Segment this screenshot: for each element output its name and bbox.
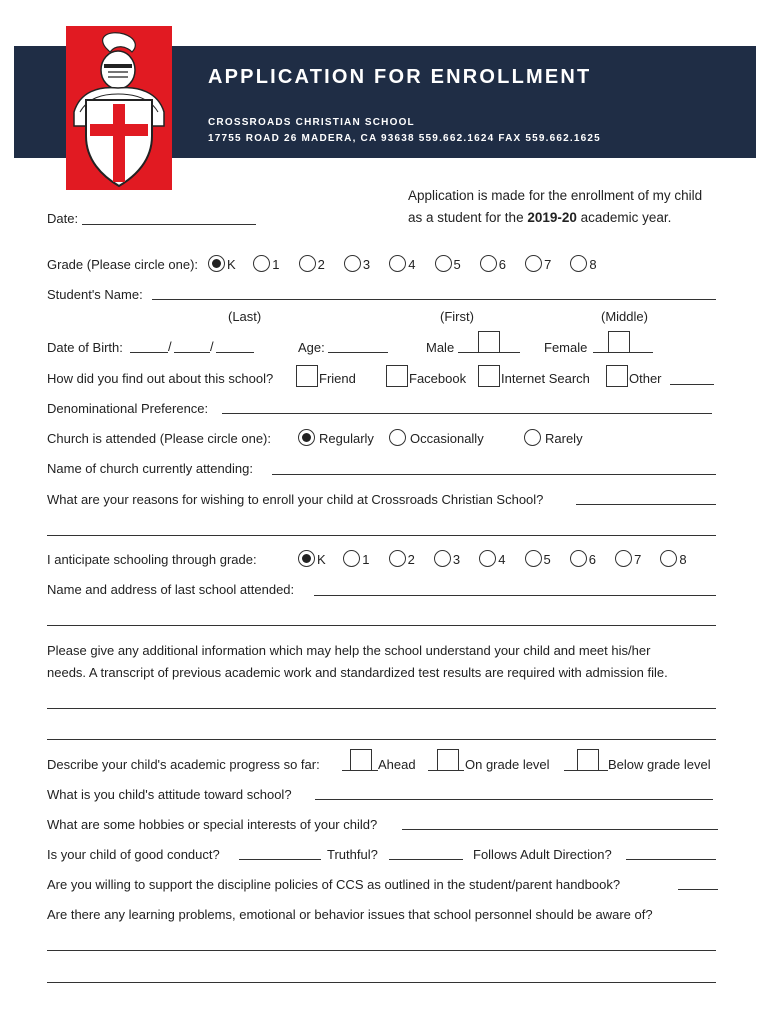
problems-field-1[interactable] [47, 950, 716, 951]
grade-radio-1[interactable] [253, 255, 270, 272]
dob-year-field[interactable] [216, 352, 254, 353]
date-field[interactable] [82, 224, 256, 225]
denomination-label: Denominational Preference: [47, 401, 209, 416]
dob-label: Date of Birth: [47, 340, 123, 355]
attitude-label: What is you child's attitude toward school? [47, 787, 292, 802]
progress-on-grade-label: On grade level [465, 757, 550, 772]
dob-day-field[interactable] [174, 352, 210, 353]
source-friend-checkbox[interactable] [296, 365, 318, 387]
source-other-field[interactable] [670, 384, 714, 385]
church-rarely-radio[interactable] [524, 429, 541, 446]
grade-radio-4[interactable] [389, 255, 406, 272]
additional-info-line2: needs. A transcript of previous academic work and standardized test results are required with admission file. [47, 665, 668, 680]
anticipate-label: I anticipate schooling through grade: [47, 552, 257, 567]
grade-radio-k[interactable] [208, 255, 225, 272]
student-name-field[interactable] [152, 299, 716, 300]
reasons-field-line2[interactable] [47, 535, 716, 536]
enrollment-statement-line2 [408, 210, 671, 225]
progress-below-label: Below grade level [608, 757, 711, 772]
reasons-label: What are your reasons for wishing to enroll your child at Crossroads Christian School? [47, 492, 544, 507]
progress-ahead-label: Ahead [378, 757, 416, 772]
anticipate-grade-radio-5[interactable] [525, 550, 542, 567]
attitude-field[interactable] [315, 799, 713, 800]
grade-radio-5[interactable] [435, 255, 452, 272]
church-name-label: Name of church currently attending: [47, 461, 253, 476]
academic-year: 2019-20 [527, 210, 577, 225]
anticipate-grade-option-label-7: 7 [634, 552, 642, 567]
knight-shield-icon [66, 26, 172, 190]
last-name-caption: (Last) [228, 309, 262, 324]
source-internet-label: Internet Search [501, 371, 590, 386]
discipline-label: Are you willing to support the discipline policies of CCS as outlined in the student/parent handbook? [47, 877, 621, 892]
grade-option-label-8: 8 [589, 257, 597, 272]
source-facebook-label: Facebook [409, 371, 467, 386]
source-facebook-checkbox[interactable] [386, 365, 408, 387]
anticipate-grade-option-label-k: K [317, 552, 326, 567]
anticipate-grade-radio-1[interactable] [343, 550, 360, 567]
church-occasionally-label: Occasionally [410, 431, 484, 446]
source-other-checkbox[interactable] [606, 365, 628, 387]
problems-label: Are there any learning problems, emotional or behavior issues that school personnel should be aware of? [47, 907, 653, 922]
grade-option-label-7: 7 [544, 257, 552, 272]
dob-month-field[interactable] [130, 352, 168, 353]
anticipate-grade-option-label-4: 4 [498, 552, 506, 567]
male-checkbox[interactable] [478, 331, 500, 353]
grade-label: Grade (Please circle one): [47, 257, 199, 272]
anticipate-grade-option-label-1: 1 [362, 552, 370, 567]
progress-on-grade-checkbox[interactable] [437, 749, 459, 771]
enrollment-statement-line1: Application is made for the enrollment of my child [408, 188, 703, 203]
source-question: How did you find out about this school? [47, 371, 274, 386]
denomination-field[interactable] [222, 413, 712, 414]
church-attendance-label: Church is attended (Please circle one): [47, 431, 272, 446]
hobbies-label: What are some hobbies or special interests of your child? [47, 817, 378, 832]
follows-direction-label: Follows Adult Direction? [473, 847, 612, 862]
progress-label: Describe your child's academic progress so far: [47, 757, 320, 772]
anticipate-grade-radio-2[interactable] [389, 550, 406, 567]
source-internet-checkbox[interactable] [478, 365, 500, 387]
church-occasionally-radio[interactable] [389, 429, 406, 446]
truthful-label: Truthful? [327, 847, 378, 862]
grade-option-label-5: 5 [453, 257, 461, 272]
grade-radio-2[interactable] [299, 255, 316, 272]
school-name: CROSSROADS CHRISTIAN SCHOOL [208, 117, 415, 128]
source-friend-label: Friend [319, 371, 356, 386]
church-regularly-radio[interactable] [298, 429, 315, 446]
conduct-label: Is your child of good conduct? [47, 847, 220, 862]
grade-option-label-k: K [227, 257, 236, 272]
date-label: Date: [47, 211, 79, 226]
additional-info-field-2[interactable] [47, 739, 716, 740]
anticipate-grade-radio-3[interactable] [434, 550, 451, 567]
anticipate-grade-radio-k[interactable] [298, 550, 315, 567]
discipline-field[interactable] [678, 889, 718, 890]
first-name-caption: (First) [440, 309, 474, 324]
statement-prefix: as a student for the [408, 210, 528, 225]
age-field[interactable] [328, 352, 388, 353]
grade-option-label-3: 3 [362, 257, 371, 272]
hobbies-field[interactable] [402, 829, 718, 830]
anticipate-grade-radio-6[interactable] [570, 550, 587, 567]
grade-radio-3[interactable] [344, 255, 361, 272]
grade-radio-8[interactable] [570, 255, 587, 272]
church-regularly-label: Regularly [319, 431, 374, 446]
dob-separator-1: / [168, 339, 172, 354]
school-logo [66, 26, 172, 190]
reasons-field[interactable] [576, 504, 716, 505]
anticipate-grade-radio-8[interactable] [660, 550, 677, 567]
anticipate-grade-option-label-2: 2 [407, 552, 415, 567]
conduct-field[interactable] [239, 859, 321, 860]
church-rarely-label: Rarely [545, 431, 583, 446]
form-title: APPLICATION FOR ENROLLMENT [208, 66, 592, 88]
age-label: Age: [298, 340, 325, 355]
last-school-label: Name and address of last school attended: [47, 582, 295, 597]
female-label: Female [544, 340, 588, 355]
anticipate-grade-radio-7[interactable] [615, 550, 632, 567]
male-label: Male [426, 340, 455, 355]
source-other-label: Other [629, 371, 662, 386]
additional-info-field-1[interactable] [47, 708, 716, 709]
problems-field-2[interactable] [47, 982, 716, 983]
church-name-field[interactable] [272, 474, 716, 475]
grade-option-label-4: 4 [408, 257, 416, 272]
anticipate-grade-option-label-6: 6 [588, 552, 597, 567]
grade-option-label-1: 1 [272, 257, 280, 272]
last-school-field[interactable] [314, 595, 716, 596]
anticipate-grade-option-label-5: 5 [543, 552, 551, 567]
school-address: 17755 ROAD 26 MADERA, CA 93638 559.662.1624 FAX 559.662.1625 [208, 133, 601, 144]
follows-direction-field[interactable] [626, 859, 716, 860]
anticipate-grade-option-label-8: 8 [679, 552, 687, 567]
anticipate-grade-option-label-3: 3 [452, 552, 461, 567]
truthful-field[interactable] [389, 859, 463, 860]
grade-option-label-6: 6 [498, 257, 507, 272]
last-school-field-line2[interactable] [47, 625, 716, 626]
progress-below-checkbox[interactable] [577, 749, 599, 771]
female-checkbox[interactable] [608, 331, 630, 353]
progress-ahead-checkbox[interactable] [350, 749, 372, 771]
statement-suffix: academic year. [576, 210, 672, 225]
student-name-label: Student's Name: [47, 287, 143, 302]
grade-radio-7[interactable] [525, 255, 542, 272]
dob-separator-2: / [210, 339, 214, 354]
grade-radio-6[interactable] [480, 255, 497, 272]
grade-option-label-2: 2 [317, 257, 325, 272]
middle-name-caption: (Middle) [601, 309, 648, 324]
additional-info-line1: Please give any additional information which may help the school understand your child and meet his/her [47, 643, 651, 658]
anticipate-grade-radio-4[interactable] [479, 550, 496, 567]
